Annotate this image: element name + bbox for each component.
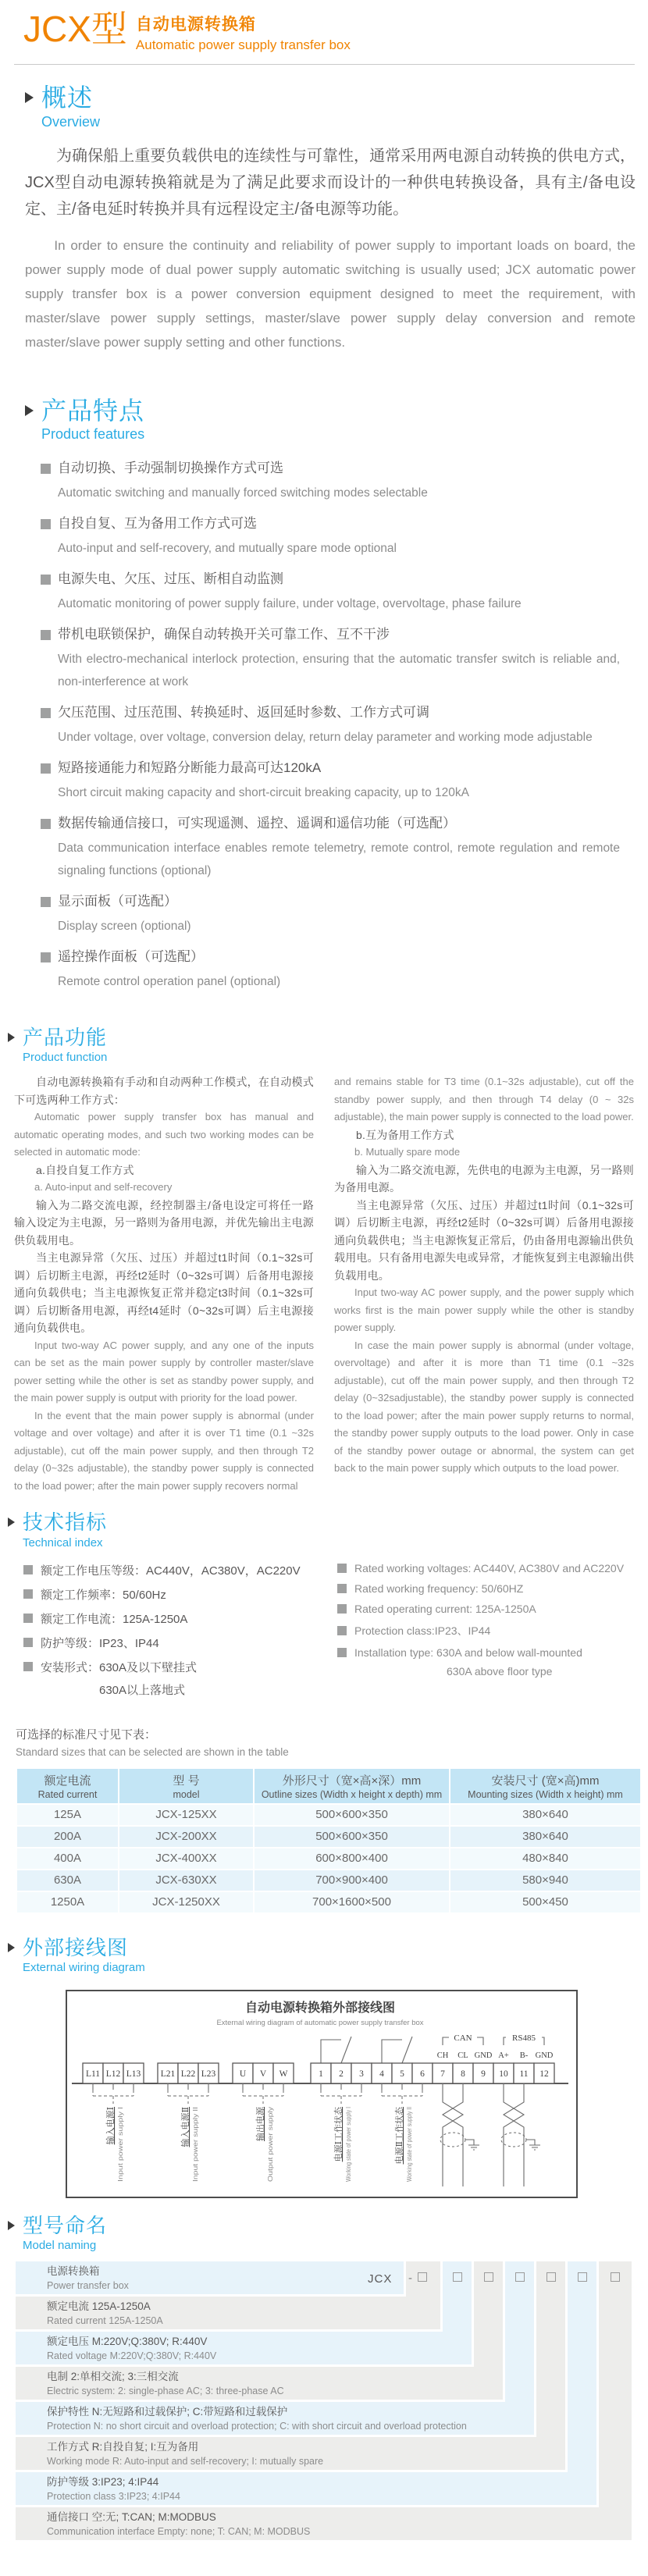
terminal-label: 2 [339, 2069, 344, 2080]
feature-item [41, 812, 632, 882]
can-bus-label: CAN [454, 2033, 472, 2044]
function-paragraph: b.互为备用工作方式 [356, 1128, 454, 1141]
table-row [17, 1805, 640, 1825]
feature-text-cn: 数据传输通信接口，可实现遥测、遥控、遥调和遥信功能（可选配） [58, 816, 456, 831]
section-sizes [0, 1726, 648, 1914]
feature-list [41, 457, 632, 993]
twisted-pair-wire [504, 2083, 524, 2186]
function-paragraph: a.自投自复工作方式 [36, 1163, 134, 1176]
terminal-label: L12 [105, 2069, 121, 2080]
group-label-en: Input power supply II [191, 2120, 199, 2183]
pin-label-gnd2: GND [535, 2051, 554, 2061]
pin-label-ch: CH [436, 2051, 449, 2061]
overview-title-cn: 概述 [41, 84, 94, 112]
terminal-label: U [239, 2069, 247, 2080]
triangle-icon [8, 1033, 15, 1042]
section-function [0, 1027, 648, 1495]
terminal-label: V [259, 2069, 267, 2080]
tech-title-cn: 技术指标 [23, 1510, 108, 1535]
tech-item [337, 1623, 637, 1638]
group-bracket [93, 2090, 134, 2104]
function-title-cn: 产品功能 [23, 1026, 108, 1050]
function-paragraph: and remains stable for T3 time (0.1~32s adjustable), cut off the standby power supply, and then through T4 delay (0 ~ 32s adjustable), the main power supply is connected to the load power. [334, 1076, 634, 1123]
function-paragraph: Input two-way AC power supply, and the power supply which works first is the main power supply while the other is standby power supply. [334, 1286, 634, 1334]
tech-heading [8, 1512, 648, 1549]
feature-text-cn: 带机电联锁保护，确保自动转换开关可靠工作、互不干涉 [58, 627, 390, 642]
group-label-cn: 输入电源Ⅱ [181, 2107, 190, 2147]
header-en: model [173, 1788, 200, 1800]
wiring-diagram-box [66, 1990, 578, 2198]
feature-line-cn [41, 701, 632, 724]
naming-title-cn: 型号命名 [23, 2214, 108, 2238]
model-code-box [453, 2272, 462, 2282]
tech-item-text: Installation type: 630A and below wall-mounted [354, 1646, 582, 1659]
pin-label-b-minus: B- [519, 2051, 529, 2061]
model-row-en: Protection class 3:IP23; 4:IP44 [47, 2491, 180, 2503]
group-bracket [243, 2090, 283, 2104]
section-features [0, 398, 648, 994]
pin-label-a-plus: A+ [498, 2051, 509, 2061]
terminal-label: L11 [85, 2069, 101, 2080]
bullet-square-icon [23, 1565, 33, 1574]
terminal-label: 8 [461, 2069, 465, 2080]
feature-text-cn: 欠压范围、过压范围、转换延时、返回延时参数、工作方式可调 [58, 705, 429, 720]
model-naming-row [47, 2507, 611, 2539]
feature-item [41, 890, 632, 938]
group-bracket [382, 2090, 422, 2104]
model-row-en: Power transfer box [47, 2280, 129, 2292]
function-title-en: Product function [23, 1051, 108, 1065]
overview-heading [25, 85, 648, 130]
sizes-note-cn: 可选择的标准尺寸见下表： [16, 1727, 157, 1742]
table-cell: 400A [17, 1848, 118, 1869]
bullet-square-icon [23, 1614, 33, 1623]
function-paragraph: 输入为二路交流电源，经控制器主/备电设定可将任一路输入设定为主电源，另一路则为备用电源，并优先输出主电源供负载用电。 [14, 1198, 314, 1247]
model-code-dash: - [408, 2272, 412, 2286]
feature-line-cn [41, 945, 632, 969]
feature-item [41, 568, 632, 615]
triangle-icon [8, 2221, 15, 2230]
tech-item-continuation: 630A以上落地式 [99, 1683, 186, 1697]
section-technical-index [0, 1512, 648, 1705]
tech-item [23, 1635, 323, 1651]
can-bracket-left [443, 2037, 449, 2045]
wiring-diagram-title-cn: 自动电源转换箱外部接线图 [244, 2001, 396, 2016]
feature-text-cn: 自动切换、手动强制切换操作方式可选 [58, 461, 283, 476]
bullet-square-icon [337, 1648, 347, 1657]
header-en: Rated current [37, 1788, 98, 1800]
tech-item [23, 1586, 323, 1603]
wiring-title-cn: 外部接线图 [23, 1935, 129, 1959]
table-cell: 380×640 [450, 1805, 640, 1825]
header-rated-current [17, 1769, 118, 1803]
tech-item-text: Rated working voltages: AC440V, AC380V and AC220V [354, 1561, 625, 1574]
rs485-bracket-left [504, 2037, 506, 2045]
model-row-cn: 额定电压 M:220V;Q:380V; R:440V [47, 2336, 208, 2348]
terminal-label: L22 [180, 2069, 196, 2080]
tech-columns [23, 1562, 637, 1706]
function-paragraph: 输入为二路交流电源，先供电的电源为主电源，另一路则为备用电源。 [334, 1163, 634, 1194]
group-label-cn: 输入电源Ⅰ [106, 2107, 116, 2145]
section-overview [0, 85, 648, 354]
terminal-label: L21 [160, 2069, 176, 2080]
heading-text [41, 398, 144, 443]
table-row [17, 1892, 640, 1912]
feature-text-cn: 遥控操作面板（可选配） [58, 949, 204, 965]
table-cell: 700×1600×500 [255, 1892, 449, 1912]
header-en: Mounting sizes (Width x height) mm [468, 1788, 623, 1800]
bullet-square-icon [41, 819, 51, 829]
feature-line-cn [41, 457, 632, 480]
tech-item [337, 1646, 637, 1659]
table-cell: 500×600×350 [255, 1805, 449, 1825]
feature-line-cn [41, 812, 632, 835]
tech-item-continuation: 630A above floor type [447, 1664, 553, 1678]
feature-line-cn [41, 623, 632, 646]
bullet-square-icon [41, 952, 51, 962]
overview-paragraph-cn: 为确保船上重要负载供电的连续性与可靠性，通常采用两电源自动转换的供电方式，JCX型自动电源转换箱就是为了满足此要求而设计的一种供电转换设备，具有主/备电设定、主/备电延时转换并具有远程设定主/备电源等功能。 [25, 147, 636, 218]
rs485-bus-label: RS485 [512, 2033, 536, 2044]
wiring-diagram-title-en: External wiring diagram of automatic power supply transfer box [216, 2019, 424, 2028]
tech-item [337, 1582, 637, 1595]
model-naming-row [47, 2332, 450, 2363]
table-cell: 580×940 [450, 1870, 640, 1891]
table-cell: 480×840 [450, 1848, 640, 1869]
triangle-icon [25, 405, 34, 416]
function-paragraph: b. Mutually spare mode [354, 1146, 461, 1158]
heading-text [41, 85, 100, 130]
bullet-square-icon [41, 763, 51, 774]
table-row [17, 1848, 640, 1869]
feature-text-cn: 电源失电、欠压、过压、断相自动监测 [58, 571, 283, 587]
table-cell: 1250A [17, 1892, 118, 1912]
feature-item [41, 701, 632, 749]
wiring-diagram [67, 1991, 573, 2193]
features-title-en: Product features [41, 426, 145, 443]
feature-text-en: Automatic monitoring of power supply failure, under voltage, overvoltage, phase failure [58, 597, 522, 611]
header-divider [14, 64, 635, 65]
product-model-title: JCX型 [23, 9, 127, 49]
terminal-label: 5 [400, 2069, 404, 2080]
model-row-en: Working mode R: Auto-input and self-recovery; I: mutually spare [47, 2456, 324, 2467]
tech-item [23, 1562, 323, 1578]
model-row-en: Protection N: no short circuit and overload protection; C: with short circuit and overload protection [47, 2421, 467, 2432]
page-header [0, 0, 648, 53]
feature-text-en: With electro-mechanical interlock protection, ensuring that the automatic transfer switch is reliable and, non-interference at work [58, 653, 620, 689]
feature-line-cn [41, 756, 632, 780]
terminal-label: 11 [519, 2069, 529, 2080]
can-bracket-right [477, 2037, 483, 2045]
terminal-label: 1 [319, 2069, 323, 2080]
feature-line-cn [41, 568, 632, 591]
tech-item [23, 1610, 323, 1627]
table-cell: 380×640 [450, 1827, 640, 1847]
table-cell: JCX-630XX [119, 1870, 253, 1891]
triangle-icon [8, 1517, 15, 1527]
group-label-en: Working state of power supply I [344, 2089, 352, 2183]
triangle-icon [8, 1943, 15, 1952]
model-row-cn: 通信接口 空:无; T:CAN; M:MODBUS [47, 2511, 216, 2524]
feature-item [41, 756, 632, 804]
pin-label-cl: CL [458, 2051, 468, 2061]
wiring-title-en: External wiring diagram [23, 1961, 145, 1975]
feature-text-en: Under voltage, over voltage, conversion delay, return delay parameter and working mode adjustable [58, 731, 593, 745]
header-en: Outline sizes (Width x height x depth) mm [261, 1788, 443, 1800]
model-row-cn: 额定电流 125A-1250A [47, 2300, 151, 2313]
bullet-square-icon [23, 1638, 33, 1647]
heading-text [23, 1027, 107, 1064]
model-naming-diagram [16, 2261, 634, 2545]
twisted-pair-wire [443, 2083, 463, 2186]
function-paragraph: 自动电源转换箱有手动和自动两种工作模式，在自动模式下可选两种工作方式： [14, 1076, 314, 1106]
table-cell: 200A [17, 1827, 118, 1847]
bullet-square-icon [337, 1564, 347, 1573]
header-mounting-sizes [450, 1769, 640, 1803]
feature-item [41, 457, 632, 504]
tech-item-text: Rated working frequency: 50/60HZ [354, 1582, 524, 1595]
bullet-square-icon [41, 708, 51, 718]
feature-text-en: Short circuit making capacity and short-circuit breaking capacity, up to 120kA [58, 786, 469, 800]
section-model-naming [0, 2215, 648, 2545]
heading-text [23, 1937, 145, 1974]
header-cn: 型 号 [173, 1774, 200, 1788]
model-naming-row [47, 2402, 513, 2433]
section-wiring [0, 1937, 648, 2198]
bullet-square-icon [337, 1626, 347, 1635]
feature-text-en: Auto-input and self-recovery, and mutually spare mode optional [58, 542, 397, 556]
group-label-cn: 电源Ⅰ工作状态 [334, 2107, 344, 2162]
table-cell: 500×450 [450, 1892, 640, 1912]
bullet-square-icon [41, 897, 51, 907]
bullet-square-icon [41, 464, 51, 474]
tech-column-cn [23, 1562, 323, 1706]
table-cell: 700×900×400 [255, 1870, 449, 1891]
naming-heading [8, 2215, 648, 2252]
bullet-square-icon [23, 1662, 33, 1671]
feature-line-cn [41, 512, 632, 535]
tech-item-text: 额定工作电流：125A-1250A [41, 1612, 188, 1626]
relay-contact-icon [382, 2037, 412, 2063]
twisted-pair-wire [443, 2083, 463, 2186]
feature-line-cn [41, 890, 632, 913]
sizes-table [16, 1767, 642, 1914]
terminal-label: 7 [440, 2069, 445, 2080]
model-row-cn: 防护等级 3:IP23; 4:IP44 [47, 2476, 159, 2489]
header-cn: 安装尺寸 (宽×高)mm [491, 1774, 600, 1788]
feature-item [41, 623, 632, 693]
model-row-cn: 电制 2:单相交流; 3:三相交流 [47, 2371, 179, 2383]
tech-column-en [337, 1562, 637, 1706]
tech-title-en: Technical index [23, 1535, 103, 1550]
feature-text-en: Display screen (optional) [58, 920, 191, 934]
wiring-heading [8, 1937, 648, 1974]
model-code-box [611, 2272, 620, 2282]
group-bracket [321, 2090, 361, 2104]
sizes-note-en: Standard sizes that can be selected are shown in the table [16, 1745, 289, 1758]
tech-item-text: Rated operating current: 125A-1250A [354, 1602, 536, 1615]
ground-symbol-icon [526, 2140, 540, 2150]
ground-symbol-icon [465, 2140, 479, 2150]
table-cell: JCX-125XX [119, 1805, 253, 1825]
feature-item [41, 512, 632, 560]
table-cell: JCX-1250XX [119, 1892, 253, 1912]
bullet-square-icon [337, 1604, 347, 1614]
heading-text [23, 2215, 107, 2252]
feature-text-en: Automatic switching and manually forced switching modes selectable [58, 486, 428, 500]
header-cn: 额定电流 [44, 1774, 91, 1788]
bullet-square-icon [23, 1589, 33, 1599]
header-cn: 外形尺寸（宽×高×深）mm [282, 1774, 422, 1788]
terminal-label: L23 [201, 2069, 216, 2080]
table-cell: 600×800×400 [255, 1848, 449, 1869]
naming-title-en: Model naming [23, 2239, 97, 2253]
overview-paragraph-en: In order to ensure the continuity and reliability of power supply to important loads on board, the power supply mode of dual power supply automatic switching is usually used; JCX automatic power supply transfer box is a power conversion equipment designed to meet the requirement, with master/slave power supply settings, master/slave power supply delay conversion and remote master/slave power supply setting and other functions. [25, 237, 636, 350]
table-cell: 125A [17, 1805, 118, 1825]
model-row-cn: 电源转换箱 [47, 2265, 100, 2278]
group-label-en: Input power supply I [116, 2122, 124, 2183]
table-header-row [17, 1769, 640, 1803]
header-model [119, 1769, 253, 1803]
feature-text-cn: 自投自复、互为备用工作方式可选 [58, 516, 257, 532]
heading-text [23, 1512, 107, 1549]
triangle-icon [25, 92, 34, 103]
bullet-square-icon [41, 519, 51, 529]
model-row-cn: 工作方式 R:自投自复; I:互为备用 [47, 2441, 199, 2453]
model-code-box [578, 2272, 587, 2282]
terminal-label: L13 [126, 2069, 141, 2080]
table-row [17, 1870, 640, 1891]
table-cell: JCX-200XX [119, 1827, 253, 1847]
group-label-en: Working state of power supply II [405, 2087, 413, 2183]
terminal-label: 9 [481, 2069, 486, 2080]
tech-item-text: 额定工作电压等级：AC440V，AC380V，AC220V [41, 1564, 301, 1578]
table-cell: JCX-400XX [119, 1848, 253, 1869]
tech-item [337, 1562, 637, 1574]
terminal-label: 12 [539, 2069, 549, 2080]
function-paragraph: 当主电源异常（欠压、过压）并超过t1时间（0.1~32s可调）后切断主电源，再经t2延时（0~32s可调）后备用电源接通向负载供电；当主电源恢复正常并稳定t3时间（0.1~32s可调）后切断备用电源，再经t4延时（0~32s可调）后主电源接通向负载供电。 [14, 1251, 314, 1335]
table-row [17, 1827, 640, 1847]
overview-title-en: Overview [41, 113, 101, 130]
terminal-label: 3 [359, 2069, 364, 2080]
features-title-cn: 产品特点 [41, 396, 145, 425]
feature-item [41, 945, 632, 993]
model-row-cn: 保护特性 N:无短路和过载保护; C:带短路和过载保护 [47, 2406, 288, 2418]
feature-text-en: Remote control operation panel (optional) [58, 975, 281, 989]
tech-item [337, 1603, 637, 1615]
tech-item-text: 防护等级：IP23、IP44 [41, 1636, 159, 1650]
pin-label-gnd: GND [474, 2051, 493, 2061]
model-row-en: Communication interface Empty: none; T: CAN; M: MODBUS [47, 2526, 311, 2538]
model-naming-row [47, 2297, 419, 2328]
features-heading [25, 398, 648, 443]
terminal-label: 4 [379, 2069, 384, 2080]
feature-text-en: Data communication interface enables remote telemetry, remote control, remote regulation and remote signaling functions (optional) [58, 841, 620, 878]
tech-item [23, 1659, 323, 1675]
model-code-box [547, 2272, 556, 2282]
feature-text-cn: 显示面板（可选配） [58, 894, 177, 909]
tech-item-text: 安装形式：630A及以下壁挂式 [41, 1660, 198, 1674]
model-code-box [484, 2272, 493, 2282]
group-label-en: Output power supply [266, 2121, 274, 2183]
model-naming-row [47, 2261, 383, 2293]
function-paragraph: Input two-way AC power supply, and any one of the inputs can be set as the main power supply by controller master/slave power setting while the other is set as standby power supply, and the main power supply is output with priority for the load power. [14, 1339, 314, 1404]
rs485-bracket-right [542, 2037, 544, 2045]
function-column-right [334, 1073, 634, 1495]
terminal-label: 6 [420, 2069, 425, 2080]
terminal-label: W [279, 2069, 288, 2080]
table-cell: 630A [17, 1870, 118, 1891]
bullet-square-icon [41, 575, 51, 585]
function-paragraph: In the event that the main power supply is abnormal (under voltage and over voltage) and after it is over T1 time (0.1 ~32s adjustable), cut off the main power supply, and then through T2 delay (0~32s adjustable), the standby power supply is connected to the load power; after the main power supply recovers normal [14, 1409, 314, 1492]
model-row-en: Rated voltage M:220V;Q:380V; R:440V [47, 2350, 217, 2362]
group-label-cn: 输出电源 [256, 2107, 265, 2142]
product-title-block [136, 12, 351, 53]
model-code-box [418, 2272, 427, 2282]
product-title-cn: 自动电源转换箱 [135, 16, 256, 34]
group-label-cn: 电源Ⅱ工作状态 [395, 2107, 404, 2165]
model-naming-row [47, 2437, 544, 2468]
terminal-label: 10 [499, 2069, 508, 2080]
model-row-en: Rated current 125A-1250A [47, 2315, 163, 2327]
function-paragraph: 当主电源异常（欠压、过压）并超过t1时间（0.1~32s可调）后切断主电源，再经t2延时（0~32s可调）后备用电源接通向负载供电；当主电源恢复正常后，仍由备用电源输出供负载用电。只有备用电源失电或异常，才能恢复到主电源输出供负载用电。 [334, 1198, 634, 1282]
twisted-pair-wire [504, 2083, 524, 2186]
function-paragraph: Automatic power supply transfer box has manual and automatic operating modes, and such two working modes can be selected in automatic mode: [14, 1111, 314, 1158]
cable-shield-icon [440, 2133, 465, 2147]
function-heading [8, 1027, 648, 1064]
function-paragraph: a. Auto-input and self-recovery [34, 1181, 173, 1194]
group-bracket [168, 2090, 208, 2104]
model-code-box [515, 2272, 525, 2282]
bullet-square-icon [41, 630, 51, 640]
bullet-square-icon [337, 1584, 347, 1593]
tech-item-text: Protection class:IP23、IP44 [354, 1624, 491, 1637]
feature-text-cn: 短路接通能力和短路分断能力最高可达120kA [58, 760, 322, 776]
model-naming-row [47, 2367, 482, 2398]
function-paragraph: In case the main power supply is abnormal (under voltage, overvoltage) and after it is more than T1 time (0.1 ~32s adjustable), cut off the main power supply, and then through T2 delay (0~32sadjustable), the standby power supply is connected to the load power; after the main power supply returns to normal, the standby power supply outputs to the load power. Only in case of the standby power outage or abnormal, the system can get back to the main power supply which outputs to the load power. [334, 1339, 634, 1475]
table-cell: 500×600×350 [255, 1827, 449, 1847]
function-column-left [14, 1073, 314, 1495]
product-title-en: Automatic power supply transfer box [135, 37, 351, 52]
model-row-en: Electric system: 2: single-phase AC; 3: three-phase AC [47, 2386, 284, 2397]
tech-item-text: 额定工作频率：50/60Hz [41, 1588, 166, 1602]
header-outline-sizes [255, 1769, 449, 1803]
model-code-prefix: JCX [368, 2272, 393, 2286]
model-naming-row [47, 2472, 575, 2503]
cable-shield-icon [501, 2133, 526, 2147]
function-columns [14, 1073, 634, 1495]
relay-contact-icon [321, 2037, 351, 2063]
